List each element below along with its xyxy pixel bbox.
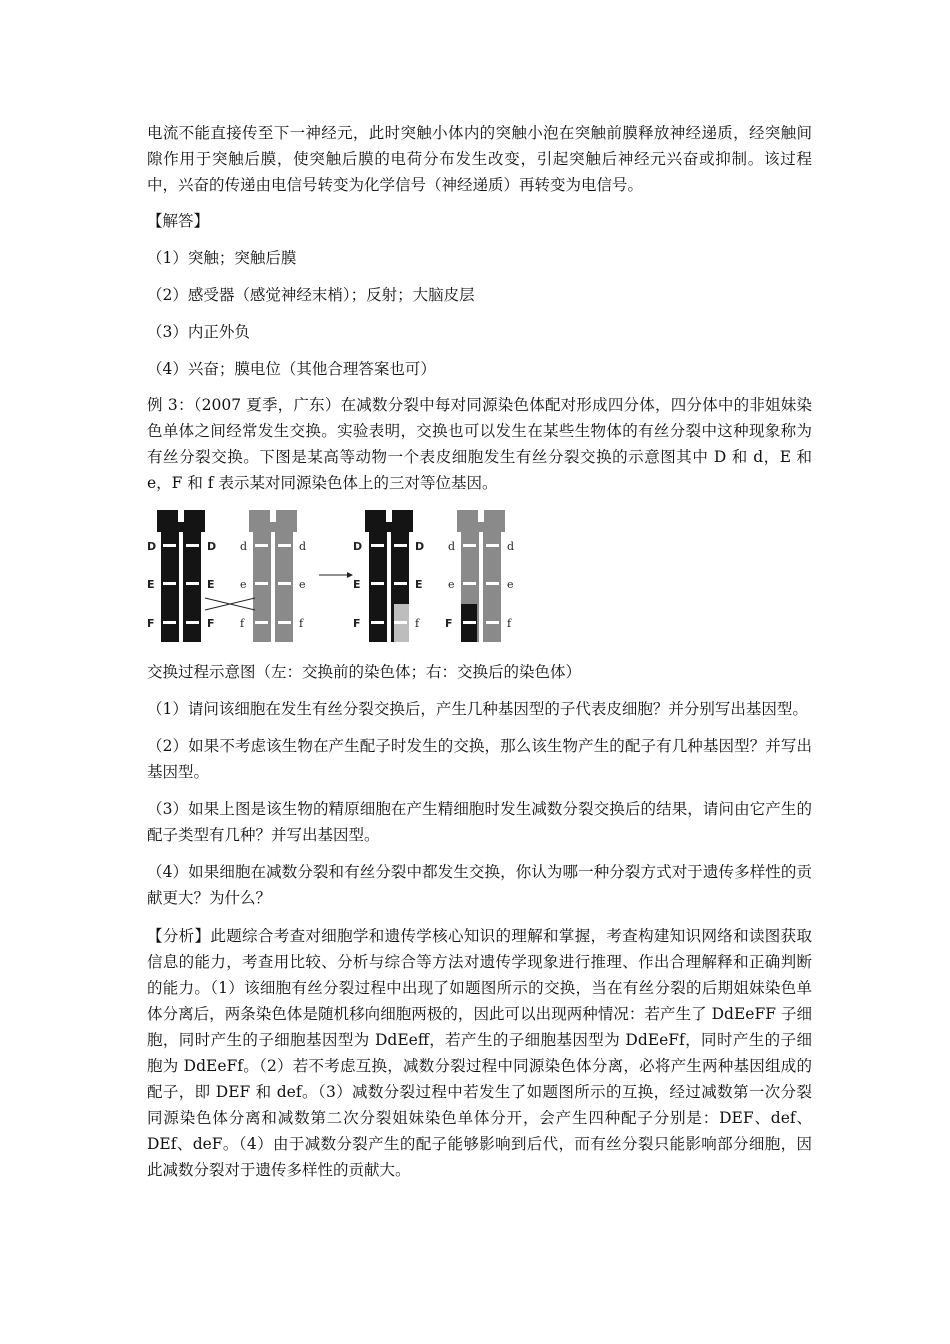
chromosome-dark-before bbox=[157, 510, 205, 642]
chromosome-dark-after bbox=[365, 510, 413, 642]
gene-label: F bbox=[445, 617, 453, 630]
question-item: （2）如果不考虑该生物在产生配子时发生的交换，那么该生物产生的配子有几种基因型？并写出基因型。 bbox=[147, 737, 812, 781]
gene-label: f bbox=[299, 617, 304, 630]
gene-label: e bbox=[507, 578, 514, 591]
intro-paragraph: 电流不能直接传至下一神经元，此时突触小体内的突触小泡在突触前膜释放神经递质，经突触间隙作用于突触后膜，使突触后膜的电荷分布发生改变，引起突触后神经元兴奋或抑制。该过程中，兴奋的传递由电信号转变为化学信号（神经递质）再转变为电信号。 bbox=[147, 124, 812, 194]
answer-item: （1）突触；突触后膜 bbox=[147, 249, 297, 267]
gene-label: f bbox=[507, 617, 512, 630]
gene-label: D bbox=[353, 540, 363, 553]
gene-label: F bbox=[147, 617, 155, 630]
gene-label: e bbox=[299, 578, 306, 591]
gene-label: D bbox=[415, 540, 425, 553]
answer-item: （2）感受器（感觉神经末梢）；反射；大脑皮层 bbox=[147, 286, 475, 304]
answer-item: （3）内正外负 bbox=[147, 323, 250, 341]
document-page bbox=[147, 120, 812, 1183]
gene-label: d bbox=[448, 540, 456, 553]
gene-label: E bbox=[353, 578, 361, 591]
gene-label: e bbox=[448, 578, 455, 591]
gene-label: F bbox=[353, 617, 361, 630]
example-text: 例 3：（2007 夏季，广东）在减数分裂中每对同源染色体配对形成四分体，四分体中的非姐妹染色单体之间经常发生交换。实验表明，交换也可以发生在某些生物体的有丝分裂中这种现象称为有丝分裂交换。下图是某高等动物一个表皮细胞发生有丝分裂交换的示意图其中 D 和 d，E 和 e，F 和 f 表示某对同源染色体上的三对等位基因。 bbox=[147, 396, 812, 492]
figure-caption: 交换过程示意图（左：交换前的染色体；右：交换后的染色体） bbox=[147, 663, 582, 681]
gene-label: D bbox=[207, 540, 217, 553]
question-item: （1）请问该细胞在发生有丝分裂交换后，产生几种基因型的子代表皮细胞？并分别写出基因型。 bbox=[147, 700, 808, 718]
answer-item: （4）兴奋；膜电位（其他合理答案也可） bbox=[147, 360, 436, 378]
gene-label: E bbox=[415, 578, 423, 591]
chromosome-exchange-figure bbox=[147, 508, 547, 653]
gene-label: d bbox=[299, 540, 307, 553]
answer-heading: 【解答】 bbox=[147, 212, 210, 230]
question-item: （4）如果细胞在减数分裂和有丝分裂中都发生交换，你认为哪一种分裂方式对于遗传多样性的贡献更大？为什么？ bbox=[147, 863, 812, 907]
gene-label: F bbox=[207, 617, 215, 630]
chromosome-diagram bbox=[147, 508, 547, 653]
gene-label: e bbox=[240, 578, 247, 591]
chromosome-gray-after bbox=[457, 510, 505, 642]
gene-label: d bbox=[240, 540, 248, 553]
arrow-icon bbox=[319, 572, 353, 578]
gene-label: f bbox=[240, 617, 245, 630]
analysis-paragraph: 【分析】此题综合考查对细胞学和遗传学核心知识的理解和掌握，考查构建知识网络和读图获取信息的能力，考查用比较、分析与综合等方法对遗传学现象进行推理、作出合理解释和正确判断的能力。（1）该细胞有丝分裂过程中出现了如题图所示的交换，当在有丝分裂的后期姐妹染色单体分离后，两条染色体是随机移向细胞两极的，因此可以出现两种情况：若产生了 DdEeFF 子细胞，同时产生的子细胞基因型为 DdEeff，若产生的子细胞基因型为 DdEeFf，同时产生的子细胞为 DdEeFf。（2）若不考虑互换，减数分裂过程中同源染色体分离，必将产生两种基因组成的配子，即 DEF 和 def。（3）减数分裂过程中若发生了如题图所示的互换，经过减数第一次分裂同源染色体分离和减数第二次分裂姐妹染色单体分开，会产生四种配子分别是：DEF、def、DEf、deF。（4）由于减数分裂产生的配子能够影响到后代，而有丝分裂只能影响部分细胞，因此减数分裂对于遗传多样性的贡献大。 bbox=[147, 927, 812, 1179]
question-item: （3）如果上图是该生物的精原细胞在产生精细胞时发生减数分裂交换后的结果，请问由它产生的配子类型有几种？并写出基因型。 bbox=[147, 800, 812, 844]
gene-label: d bbox=[507, 540, 515, 553]
gene-label: E bbox=[207, 578, 215, 591]
gene-label: D bbox=[147, 540, 157, 553]
chromosome-gray-before bbox=[249, 510, 297, 642]
gene-label: E bbox=[147, 578, 155, 591]
gene-label: f bbox=[415, 617, 420, 630]
